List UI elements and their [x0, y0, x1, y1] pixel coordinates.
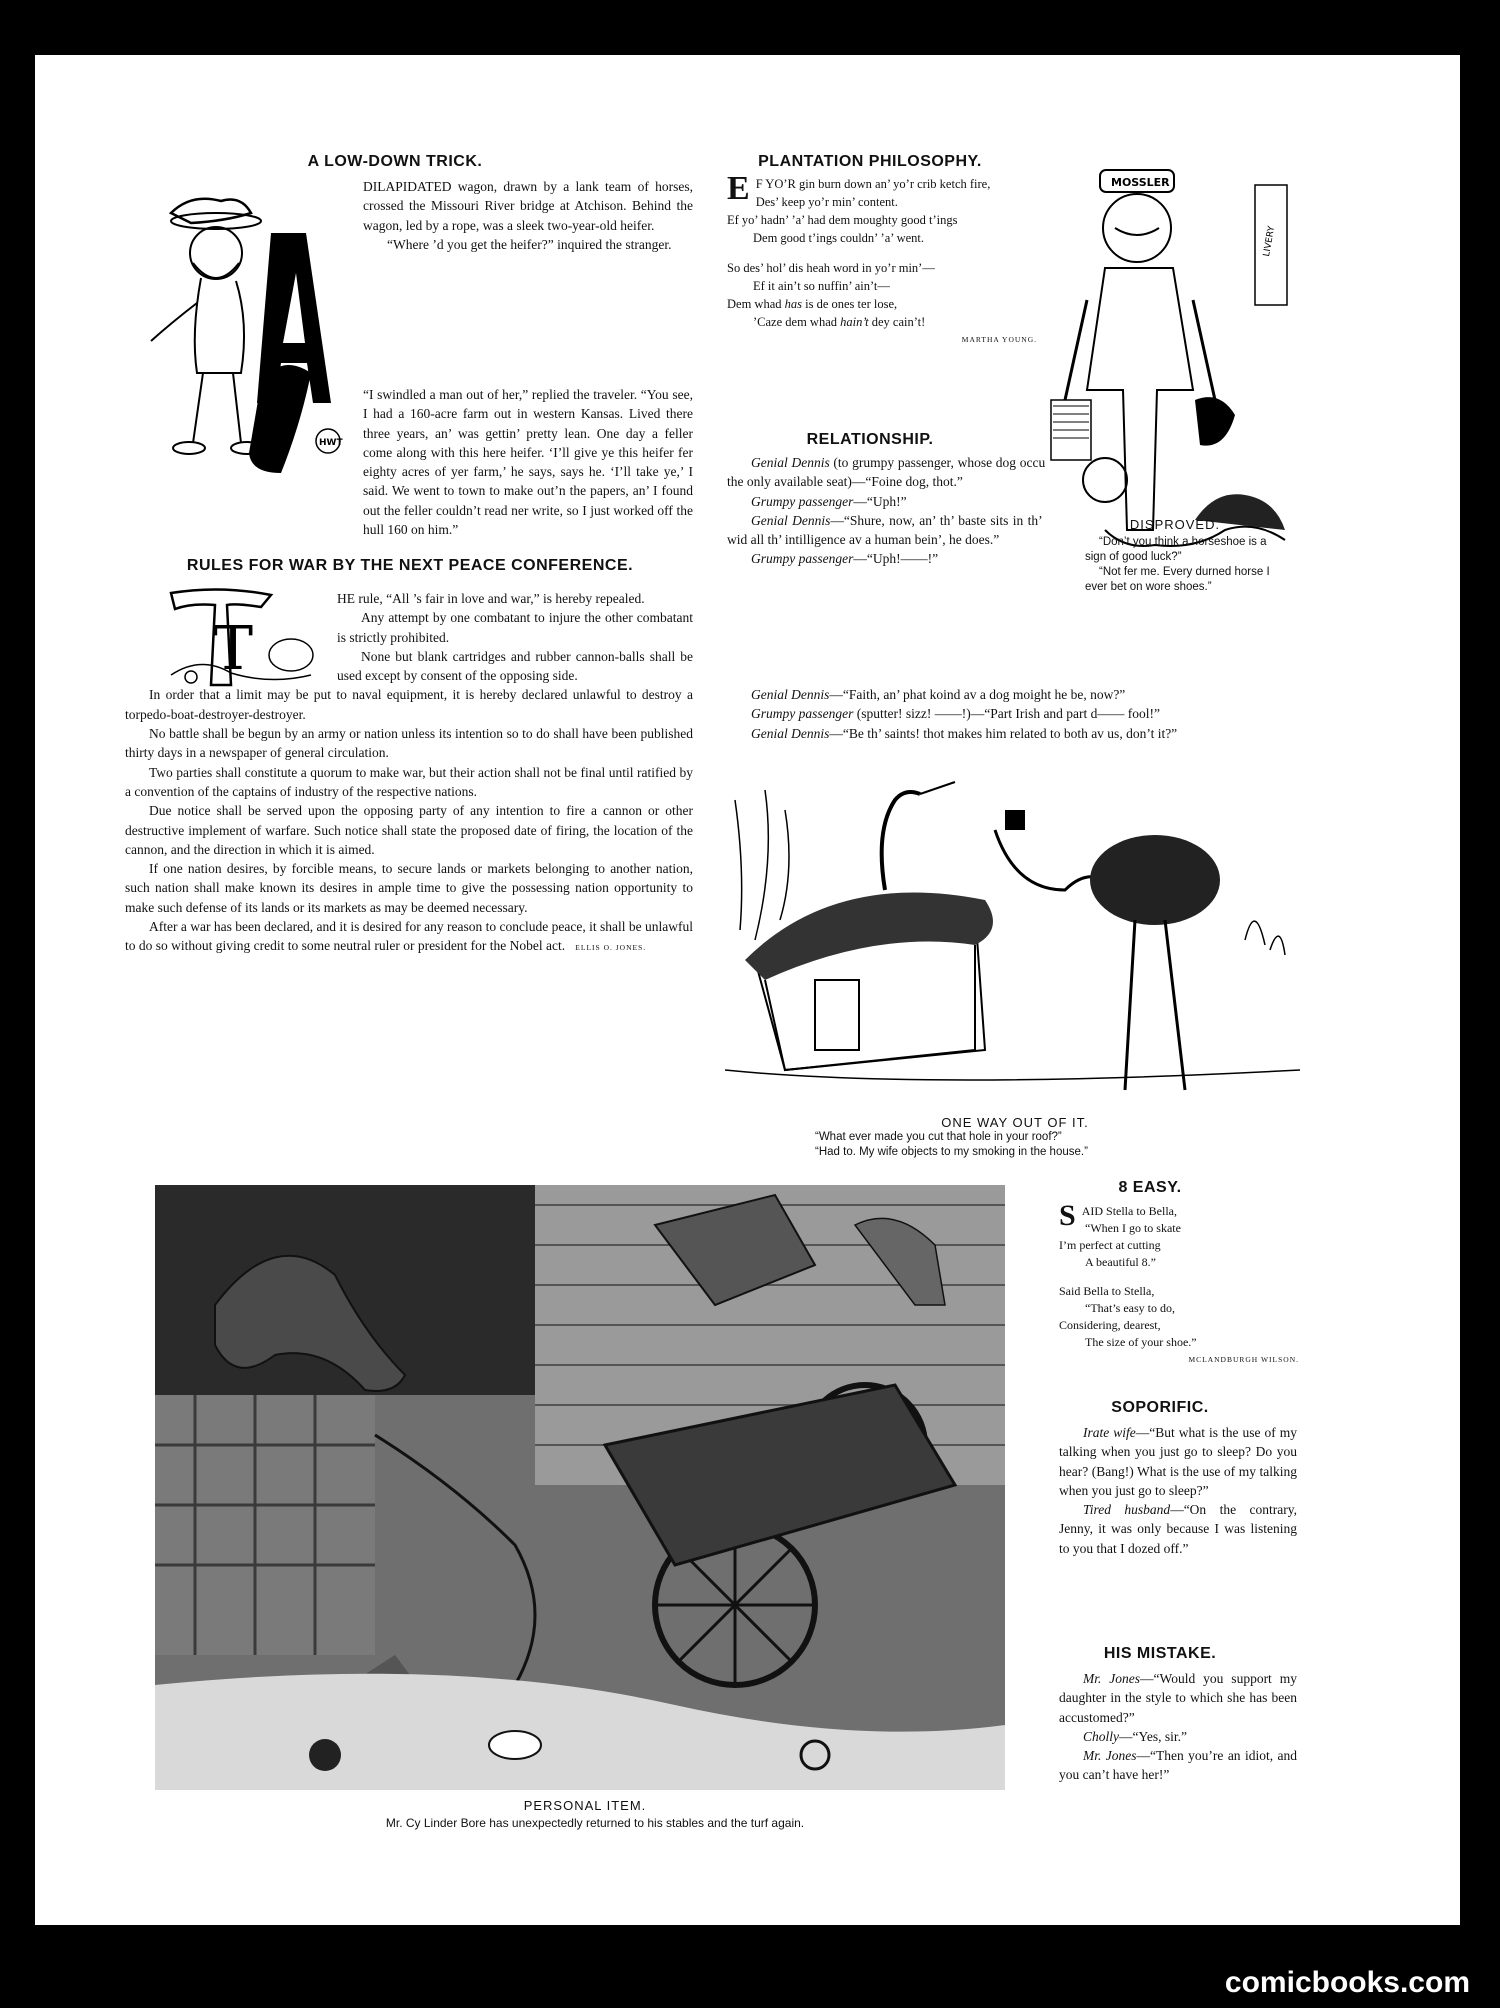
rules-p2: Any attempt by one combatant to injure the other combatant is strictly prohibited.	[337, 610, 693, 645]
easy-title: 8 EASY.	[1118, 1179, 1182, 1196]
rel-line: Grumpy passenger—“Uph!”	[751, 493, 907, 509]
disproved-caption	[1085, 535, 1285, 595]
verse-line: Considering, dearest,	[1059, 1318, 1161, 1332]
rel-line: Genial Dennis (to grumpy passenger, whose dog occupies the only available seat)—“Foine dog, thot.”	[727, 455, 1067, 490]
onewayout-line1: “What ever made you cut that hole in your roof?”	[815, 1131, 1062, 1143]
rules-p1: HE rule, “All ’s fair in love and war,” is hereby repealed.	[337, 591, 645, 606]
plantation-signature: MARTHA YOUNG.	[961, 335, 1037, 344]
verse-line: The size of your shoe.”	[1085, 1335, 1197, 1349]
verse-line: So des’ hol’ dis heah word in yo’r min’—	[727, 261, 935, 275]
livery-sign-text: LIVERY	[1262, 225, 1278, 258]
lowdown-body-2	[125, 385, 693, 539]
relationship-title: RELATIONSHIP.	[806, 431, 934, 448]
easy-verse	[1059, 1199, 1299, 1368]
plantation-verse	[727, 170, 1067, 349]
verse-line: I’m perfect at cutting	[1059, 1238, 1161, 1252]
lowdown-body	[363, 177, 693, 254]
lowdown-p2: “Where ’d you get the heifer?” inquired the stranger.	[387, 236, 672, 252]
rel-line: Genial Dennis—“Faith, an’ phat koind av a dog moight he be, now?”	[751, 687, 1126, 702]
crashed-car-illustration	[155, 1185, 1005, 1790]
onewayout-caption	[815, 1130, 1255, 1160]
verse-line: Ef yo’ hadn’ ’a’ had dem moughty good t’ings	[727, 213, 958, 227]
onewayout-title: ONE WAY OUT OF IT.	[941, 1115, 1089, 1130]
verse-line: F YO’R gin burn down an’ yo’r crib ketch fire,	[755, 177, 991, 191]
rel-line: Grumpy passenger—“Uph!——!”	[751, 551, 939, 567]
verse-line: “When I go to skate	[1085, 1221, 1181, 1235]
easy-dropcap: S	[1059, 1199, 1076, 1232]
rules-body	[125, 589, 693, 958]
mistake-body	[1059, 1669, 1297, 1785]
rules-title: RULES FOR WAR BY THE NEXT PEACE CONFERENCE.	[186, 557, 634, 574]
plantation-title: PLANTATION PHILOSOPHY.	[758, 153, 982, 170]
easy-signature: MCLANDBURGH WILSON.	[1188, 1355, 1299, 1364]
verse-line: Dem good t’ings couldn’ ’a’ went.	[753, 231, 925, 245]
verse-line: A beautiful 8.”	[1085, 1255, 1156, 1269]
mistake-title: HIS MISTAKE.	[1103, 1645, 1217, 1662]
soporific-body	[1059, 1423, 1297, 1558]
rules-dropcap: T	[213, 614, 254, 684]
relationship-body	[727, 453, 1067, 569]
rules-p6: Two parties shall constitute a quorum to make war, but their action shall not be final until ratified by a convention of the captains of industry of the respective nations.	[125, 764, 693, 799]
plantation-dropcap: E	[727, 170, 750, 207]
cap-sign-text: MOSSLER	[1111, 176, 1170, 189]
mis-line: Mr. Jones—“Then you’re an idiot, and you can’t have her!”	[1059, 1748, 1297, 1783]
stable-boy-illustration	[1045, 150, 1305, 565]
magazine-page	[35, 55, 1460, 1925]
rules-p4: In order that a limit may be put to naval equipment, it is hereby declared unlawful to destroy a torpedo-boat-destroyer-destroyer.	[125, 687, 693, 722]
lowdown-p3: “I swindled a man out of her,” replied the traveler. “You see, I had a 160-acre farm out in western Kansas. Lived there three years, an’ was gettin’ pretty lean. One day a feller come along with this here heifer. ‘I’ll give ye this heifer fer eighty acres of yer farm,’ he says, says he. ‘I’ll take ye,’ I said. We went to town to make out’n the papers, an’ I found out the feller couldn’t read ner write, so I just worked off the hull 160 on him.”	[363, 387, 693, 538]
verse-line: Des’ keep yo’r min’ content.	[755, 195, 898, 209]
personal-title: PERSONAL ITEM.	[523, 1798, 647, 1813]
verse-line: Said Bella to Stella,	[1059, 1284, 1155, 1298]
onewayout-line2: “Had to. My wife objects to my smoking in the house.”	[815, 1146, 1088, 1158]
rules-p3: None but blank cartridges and rubber cannon-balls shall be used except by consent of the opposing side.	[337, 648, 693, 684]
sop-line: Irate wife—“But what is the use of my talking when you just go to sleep? Do you hear? (Bang!) What is the use of my talking when you just go to sleep?”	[1059, 1425, 1297, 1498]
relationship-body-2	[727, 685, 1295, 743]
personal-caption: Mr. Cy Linder Bore has unexpectedly returned to his stables and the turf again.	[385, 1816, 805, 1830]
disproved-title: DISPROVED.	[1129, 517, 1221, 532]
lowdown-title: A LOW-DOWN TRICK.	[307, 153, 483, 170]
rules-signature: ELLIS O. JONES.	[575, 943, 647, 953]
rules-p5: No battle shall be begun by an army or nation unless its intention so to do shall have been published thirty days in a newspaper of general circulation.	[125, 726, 693, 761]
rules-p8: If one nation desires, by forcible means, to secure lands or markets belonging to another nation, such nation shall make known its desires in ample time to give the possessing nation opportunity to make such defense of its lands or its markets as may be deemed necessary.	[125, 861, 693, 915]
rel-line: Genial Dennis—“Be th’ saints! thot makes him related to both av us, don’t it?”	[751, 725, 1178, 741]
disproved-question: “Don’t you think a horseshoe is a sign of good luck?”	[1085, 536, 1267, 563]
lowdown-p1: DILAPIDATED wagon, drawn by a lank team of horses, crossed the Missouri River bridge at Atchison. Behind the wagon, led by a rope, was a sleek two-year-old heifer.	[363, 179, 693, 233]
verse-line: AID Stella to Bella,	[1081, 1204, 1178, 1218]
ostrich-hut-illustration	[725, 770, 1300, 1115]
verse-line: “That’s easy to do,	[1085, 1301, 1175, 1315]
mis-line: Mr. Jones—“Would you support my daughter in the style to which she has been accustomed?”	[1059, 1671, 1297, 1725]
soporific-title: SOPORIFIC.	[1111, 1399, 1209, 1416]
mis-line: Cholly—“Yes, sir.”	[1083, 1728, 1188, 1744]
verse-line: ’Caze dem whad hain’t dey cain’t!	[753, 315, 926, 329]
sop-line: Tired husband—“On the contrary, Jenny, it was only because I was listening to you that I dozed off.”	[1059, 1502, 1297, 1556]
rules-p9: After a war has been declared, and it is desired for any reason to conclude peace, it shall be unlawful to do so without giving credit to some neutral ruler or president for the Nobel act. ELLIS O. JONES.	[125, 919, 693, 954]
site-watermark: comicbooks.com	[1224, 1966, 1470, 1999]
rules-p7: Due notice shall be served upon the opposing party of any intention to fire a cannon or other destructive implement of warfare. Such notice shall state the proposed date of firing, the location of the cannon, and the direction in which it is aimed.	[125, 803, 693, 857]
disproved-answer: “Not fer me. Every durned horse I ever bet on wore shoes.”	[1085, 566, 1270, 593]
verse-line: Ef it ain’t so nuffin’ ain’t—	[753, 279, 890, 293]
monogram-text: HWT	[319, 438, 343, 448]
rel-line: Genial Dennis—“Shure, now, an’ th’ baste sits in th’ sate wid all th’ intilligence av a human bein’, he does.”	[727, 512, 1067, 548]
rel-line: Grumpy passenger (sputter! sizz! ——!)—“Part Irish and part d—— fool!”	[751, 706, 1161, 722]
verse-line: Dem whad has is de ones ter lose,	[727, 297, 898, 311]
